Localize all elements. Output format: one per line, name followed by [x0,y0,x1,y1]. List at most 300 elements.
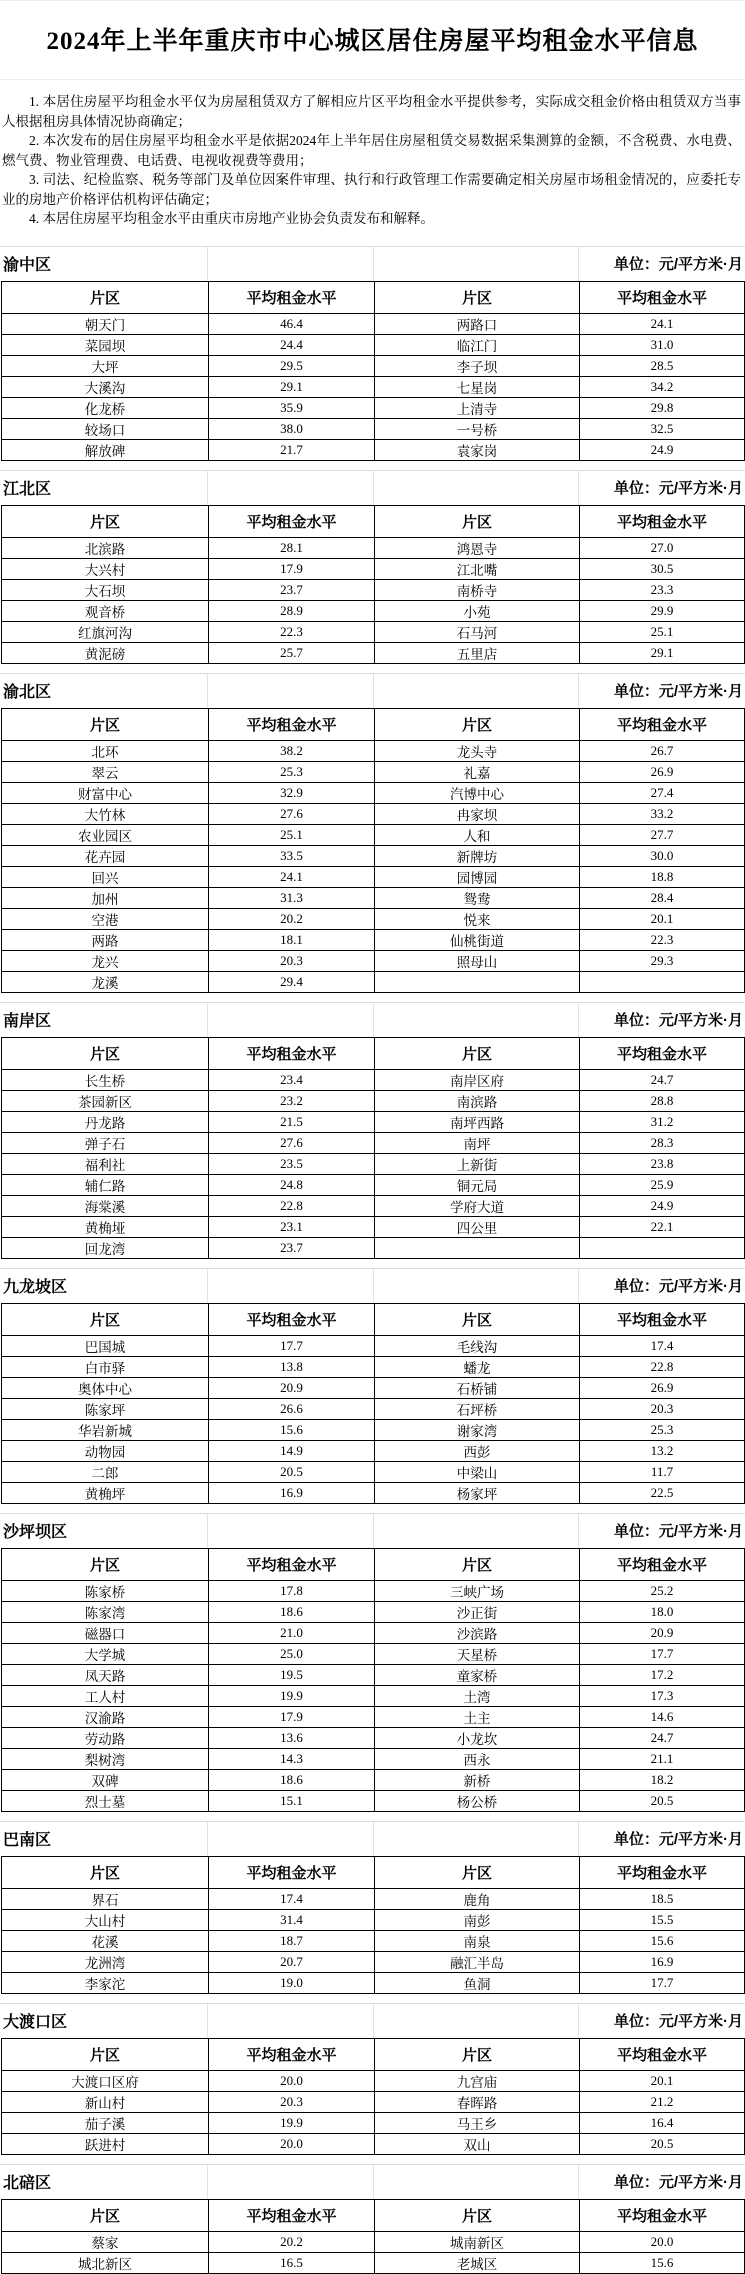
rent-cell: 18.1 [209,929,375,950]
col-header-rent: 平均租金水平 [580,1548,745,1580]
rent-cell: 25.7 [209,642,375,663]
area-cell: 凤天路 [2,1664,209,1685]
table-row [2,1132,745,1153]
table-row [2,824,745,845]
rent-cell: 31.2 [580,1111,745,1132]
rent-cell: 17.9 [209,1706,375,1727]
area-cell: 童家桥 [375,1664,580,1685]
gridline [578,471,579,505]
area-cell: 大兴村 [2,558,209,579]
gridline [578,1003,579,1037]
rent-cell: 31.0 [580,334,745,355]
table-row [2,418,745,439]
rent-cell: 17.7 [580,1972,745,1993]
table-row [2,439,745,460]
col-header-area: 片区 [2,1856,209,1888]
rent-cell: 28.5 [580,355,745,376]
col-header-rent: 平均租金水平 [209,1037,375,1069]
col-header-rent: 平均租金水平 [580,2038,745,2070]
unit-label: 单位：元/平方米·月 [613,683,743,700]
rent-cell: 25.3 [209,761,375,782]
table-row [2,908,745,929]
col-header-rent: 平均租金水平 [209,281,375,313]
area-cell: 朝天门 [2,313,209,334]
rent-cell: 17.7 [209,1335,375,1356]
rent-cell: 15.6 [209,1419,375,1440]
table-row [2,761,745,782]
area-cell: 上新街 [375,1153,580,1174]
col-header-rent: 平均租金水平 [580,1037,745,1069]
table-row [2,2091,745,2112]
area-cell: 园博园 [375,866,580,887]
rent-cell: 26.7 [580,740,745,761]
gridline [207,1822,208,1856]
area-cell: 上清寺 [375,397,580,418]
rent-cell: 18.5 [580,1888,745,1909]
area-cell: 杨公桥 [375,1790,580,1811]
gridline [578,2165,579,2199]
rent-cell: 19.5 [209,1664,375,1685]
rent-cell: 21.1 [580,1748,745,1769]
area-cell: 黄泥磅 [2,642,209,663]
col-header-rent: 平均租金水平 [580,1303,745,1335]
rent-cell: 20.2 [209,908,375,929]
rent-cell: 17.3 [580,1685,745,1706]
area-cell: 汽博中心 [375,782,580,803]
note-line: 2. 本次发布的居住房屋平均租金水平是依据2024年上半年居住房屋租赁交易数据采集测算的金额，不含税费、水电费、燃气费、物业管理费、电话费、电视收视费等费用； [2,133,741,168]
section-header-band [0,1268,745,1303]
col-header-rent: 平均租金水平 [209,2199,375,2231]
area-cell: 照母山 [375,950,580,971]
gridline [373,674,374,708]
table-row [2,1356,745,1377]
rent-cell: 46.4 [209,313,375,334]
gridline [578,1269,579,1303]
col-header-rent: 平均租金水平 [209,1856,375,1888]
gridline [207,471,208,505]
rent-cell: 16.4 [580,2112,745,2133]
area-cell: 西永 [375,1748,580,1769]
note-line: 4. 本居住房屋平均租金水平由重庆市房地产业协会负责发布和解释。 [29,211,434,226]
area-cell: 城北新区 [2,2252,209,2273]
area-cell: 新山村 [2,2091,209,2112]
col-header-area: 片区 [2,2199,209,2231]
gridline [373,1003,374,1037]
rent-cell: 13.2 [580,1440,745,1461]
rent-cell: 17.9 [209,558,375,579]
area-cell: 大渡口区府 [2,2070,209,2091]
table-row [2,1580,745,1601]
rent-cell: 31.4 [209,1909,375,1930]
col-header-area: 片区 [375,1856,580,1888]
unit-label: 单位：元/平方米·月 [613,480,743,497]
rent-cell [580,971,745,992]
section-header-band [0,2164,745,2199]
rent-cell: 24.4 [209,334,375,355]
gridline [207,1514,208,1548]
rent-cell: 20.3 [209,2091,375,2112]
area-cell: 较场口 [2,418,209,439]
table-row [2,1622,745,1643]
area-cell: 双山 [375,2133,580,2154]
table-header-row [2,708,745,740]
area-cell: 龙溪 [2,971,209,992]
rent-cell: 30.5 [580,558,745,579]
rent-cell: 26.9 [580,761,745,782]
area-cell: 冉家坝 [375,803,580,824]
rent-cell: 23.7 [209,1237,375,1258]
area-cell: 劳动路 [2,1727,209,1748]
area-cell: 回龙湾 [2,1237,209,1258]
rent-cell: 17.2 [580,1664,745,1685]
sections-container [0,246,745,2274]
area-cell: 动物园 [2,1440,209,1461]
col-header-area: 片区 [375,505,580,537]
table-header-row [2,2199,745,2231]
area-cell: 两路口 [375,313,580,334]
rent-cell: 18.0 [580,1601,745,1622]
table-row [2,950,745,971]
area-cell: 花卉园 [2,845,209,866]
rent-cell: 18.7 [209,1930,375,1951]
area-cell: 南岸区府 [375,1069,580,1090]
rent-cell: 18.2 [580,1769,745,1790]
rent-cell: 28.1 [209,537,375,558]
rent-cell: 22.8 [580,1356,745,1377]
area-cell: 大溪沟 [2,376,209,397]
notes-section [0,80,745,237]
rent-cell: 22.8 [209,1195,375,1216]
gridline [373,471,374,505]
col-header-rent: 平均租金水平 [209,505,375,537]
area-cell: 石桥铺 [375,1377,580,1398]
area-cell: 大坪 [2,355,209,376]
rent-cell: 29.9 [580,600,745,621]
area-cell: 巴国城 [2,1335,209,1356]
area-cell: 铜元局 [375,1174,580,1195]
table-row [2,1482,745,1503]
rent-cell: 22.3 [580,929,745,950]
rent-table [1,708,745,993]
area-cell: 长生桥 [2,1069,209,1090]
district-section [0,2164,745,2274]
col-header-area: 片区 [375,1037,580,1069]
col-header-area: 片区 [2,708,209,740]
area-cell: 化龙桥 [2,397,209,418]
area-cell: 奥体中心 [2,1377,209,1398]
table-header-row [2,1037,745,1069]
rent-cell: 21.2 [580,2091,745,2112]
table-row [2,2112,745,2133]
table-header-row [2,281,745,313]
rent-cell: 29.3 [580,950,745,971]
rent-cell: 29.4 [209,971,375,992]
gridline [373,1269,374,1303]
rent-cell: 14.6 [580,1706,745,1727]
area-cell: 白市驿 [2,1356,209,1377]
gridline [207,2004,208,2038]
col-header-rent: 平均租金水平 [580,281,745,313]
area-cell: 双碑 [2,1769,209,1790]
area-cell: 学府大道 [375,1195,580,1216]
area-cell: 三峡广场 [375,1580,580,1601]
rent-cell: 25.2 [580,1580,745,1601]
area-cell: 四公里 [375,1216,580,1237]
gridline [373,247,374,281]
rent-cell: 15.5 [580,1909,745,1930]
area-cell: 加州 [2,887,209,908]
rent-cell: 20.0 [580,2231,745,2252]
area-cell: 中梁山 [375,1461,580,1482]
table-row [2,740,745,761]
area-cell: 龙洲湾 [2,1951,209,1972]
area-cell: 黄桷垭 [2,1216,209,1237]
col-header-rent: 平均租金水平 [209,2038,375,2070]
area-cell: 茶园新区 [2,1090,209,1111]
rent-cell: 24.1 [209,866,375,887]
district-label: 大渡口区 [3,2014,68,2031]
area-cell: 磁器口 [2,1622,209,1643]
area-cell: 菜园坝 [2,334,209,355]
area-cell: 五里店 [375,642,580,663]
area-cell: 南泉 [375,1930,580,1951]
rent-cell: 29.5 [209,355,375,376]
area-cell: 鹿角 [375,1888,580,1909]
rent-cell: 25.9 [580,1174,745,1195]
section-header-band [0,246,745,281]
table-row [2,2231,745,2252]
rent-cell: 11.7 [580,1461,745,1482]
area-cell: 九宫庙 [375,2070,580,2091]
area-cell: 龙兴 [2,950,209,971]
table-row [2,1398,745,1419]
area-cell: 大竹林 [2,803,209,824]
table-row [2,397,745,418]
col-header-rent: 平均租金水平 [580,1856,745,1888]
unit-label: 单位：元/平方米·月 [613,1831,743,1848]
rent-cell: 24.1 [580,313,745,334]
note-line: 1. 本居住房屋平均租金水平仅为房屋租赁双方了解相应片区平均租金水平提供参考，实际成交租金价格由租赁双方当事人根据租房具体情况协商确定； [2,94,741,129]
area-cell: 陈家桥 [2,1580,209,1601]
title-block [0,0,745,80]
rent-cell: 23.4 [209,1069,375,1090]
area-cell: 谢家湾 [375,1419,580,1440]
rent-cell: 38.0 [209,418,375,439]
area-cell: 茄子溪 [2,2112,209,2133]
district-section [0,1268,745,1504]
area-cell: 烈士墓 [2,1790,209,1811]
area-cell: 梨树湾 [2,1748,209,1769]
area-cell: 小苑 [375,600,580,621]
table-row [2,558,745,579]
table-header-row [2,1548,745,1580]
gridline [373,1514,374,1548]
table-row [2,1461,745,1482]
area-cell: 观音桥 [2,600,209,621]
table-row [2,1909,745,1930]
gridline [373,2165,374,2199]
table-row [2,1335,745,1356]
col-header-rent: 平均租金水平 [209,708,375,740]
area-cell: 石坪桥 [375,1398,580,1419]
area-cell: 袁家岗 [375,439,580,460]
section-header-band [0,1002,745,1037]
col-header-rent: 平均租金水平 [580,708,745,740]
table-row [2,866,745,887]
rent-cell: 19.9 [209,2112,375,2133]
area-cell: 土主 [375,1706,580,1727]
area-cell: 小龙坎 [375,1727,580,1748]
table-row [2,1888,745,1909]
rent-table [1,2199,745,2274]
district-label: 江北区 [3,481,52,498]
table-row [2,600,745,621]
area-cell: 翠云 [2,761,209,782]
area-cell: 西彭 [375,1440,580,1461]
district-label: 渝中区 [3,257,52,274]
rent-cell: 17.4 [580,1335,745,1356]
table-row [2,537,745,558]
rent-cell: 17.8 [209,1580,375,1601]
rent-cell: 13.6 [209,1727,375,1748]
area-cell: 马王乡 [375,2112,580,2133]
rent-table [1,2038,745,2155]
table-row [2,1790,745,1811]
district-section [0,1513,745,1812]
table-row [2,1951,745,1972]
rent-cell: 29.1 [209,376,375,397]
table-row [2,579,745,600]
area-cell: 陈家坪 [2,1398,209,1419]
unit-label: 单位：元/平方米·月 [613,256,743,273]
table-row [2,782,745,803]
rent-cell: 33.2 [580,803,745,824]
rent-cell: 26.9 [580,1377,745,1398]
table-row [2,1440,745,1461]
area-cell: 悦来 [375,908,580,929]
rent-cell: 27.7 [580,824,745,845]
rent-cell: 20.1 [580,2070,745,2091]
rent-cell: 18.6 [209,1601,375,1622]
table-row [2,803,745,824]
table-row [2,1769,745,1790]
table-row [2,1972,745,1993]
area-cell: 花溪 [2,1930,209,1951]
rent-table [1,1548,745,1812]
area-cell: 一号桥 [375,418,580,439]
rent-cell: 34.2 [580,376,745,397]
rent-cell: 20.3 [209,950,375,971]
table-row [2,642,745,663]
rent-cell: 32.9 [209,782,375,803]
rent-cell: 25.1 [580,621,745,642]
district-label: 巴南区 [3,1832,52,1849]
area-cell: 人和 [375,824,580,845]
unit-label: 单位：元/平方米·月 [613,1523,743,1540]
rent-cell: 31.3 [209,887,375,908]
col-header-rent: 平均租金水平 [209,1548,375,1580]
rent-cell: 18.8 [580,866,745,887]
area-cell: 跃进村 [2,2133,209,2154]
gridline [207,2165,208,2199]
rent-cell: 33.5 [209,845,375,866]
table-row [2,1601,745,1622]
rent-cell: 24.7 [580,1069,745,1090]
rent-cell: 22.1 [580,1216,745,1237]
gridline [207,674,208,708]
section-header-band [0,470,745,505]
area-cell: 辅仁路 [2,1174,209,1195]
table-row [2,313,745,334]
area-cell: 蔡家 [2,2231,209,2252]
table-row [2,1930,745,1951]
col-header-area: 片区 [2,1548,209,1580]
rent-cell: 24.7 [580,1727,745,1748]
area-cell: 老城区 [375,2252,580,2273]
table-header-row [2,2038,745,2070]
gridline [207,1269,208,1303]
area-cell: 北环 [2,740,209,761]
gridline [578,247,579,281]
gridline [578,1514,579,1548]
rent-table [1,1856,745,1994]
rent-cell: 27.6 [209,1132,375,1153]
rent-cell: 26.6 [209,1398,375,1419]
rent-cell: 20.1 [580,908,745,929]
section-header-band [0,673,745,708]
area-cell: 弹子石 [2,1132,209,1153]
area-cell: 二郎 [2,1461,209,1482]
rent-cell: 23.8 [580,1153,745,1174]
rent-cell: 20.0 [209,2070,375,2091]
rent-cell: 29.1 [580,642,745,663]
gridline [207,1003,208,1037]
rent-cell: 21.7 [209,439,375,460]
rent-cell: 25.1 [209,824,375,845]
rent-cell: 22.3 [209,621,375,642]
rent-cell: 16.9 [580,1951,745,1972]
gridline [578,2004,579,2038]
district-section [0,470,745,664]
note-line: 3. 司法、纪检监察、税务等部门及单位因案件审理、执行和行政管理工作需要确定相关房屋市场租金情况的，应委托专业的房地产价格评估机构评估确定； [2,172,741,207]
area-cell: 华岩新城 [2,1419,209,1440]
rent-cell [580,1237,745,1258]
area-cell: 临江门 [375,334,580,355]
rent-cell: 21.5 [209,1111,375,1132]
area-cell: 江北嘴 [375,558,580,579]
rent-cell: 29.8 [580,397,745,418]
rent-cell: 38.2 [209,740,375,761]
table-row [2,1111,745,1132]
rent-cell: 23.3 [580,579,745,600]
area-cell: 沙正街 [375,1601,580,1622]
col-header-area: 片区 [2,281,209,313]
area-cell: 南桥寺 [375,579,580,600]
area-cell: 龙头寺 [375,740,580,761]
rent-cell: 27.0 [580,537,745,558]
table-row [2,1727,745,1748]
rent-cell: 20.2 [209,2231,375,2252]
area-cell: 黄桷坪 [2,1482,209,1503]
rent-cell: 30.0 [580,845,745,866]
area-cell: 空港 [2,908,209,929]
section-header-band [0,2003,745,2038]
area-cell: 回兴 [2,866,209,887]
table-row [2,1237,745,1258]
area-cell: 南坪西路 [375,1111,580,1132]
area-cell: 工人村 [2,1685,209,1706]
table-row [2,1090,745,1111]
